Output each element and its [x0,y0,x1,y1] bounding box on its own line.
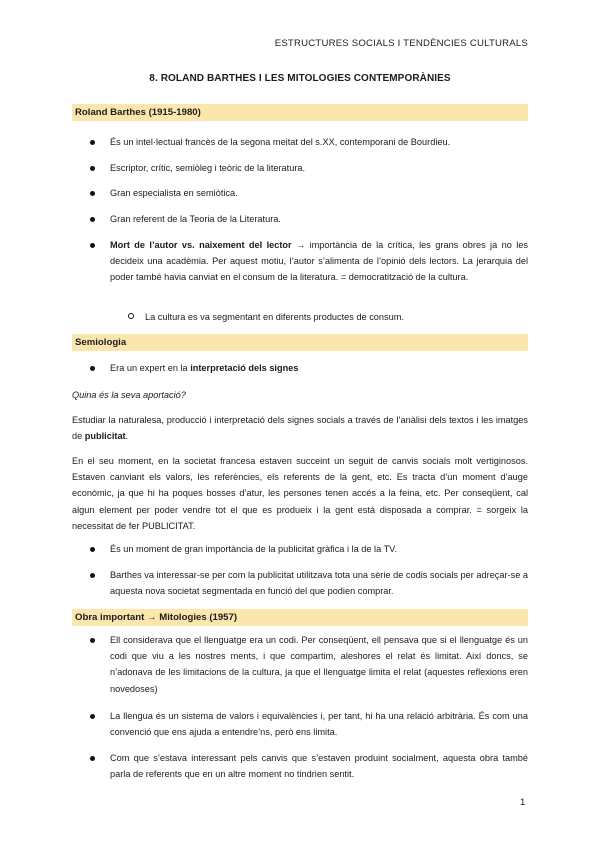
bullet-dot [90,166,95,171]
bullet-dot [90,140,95,145]
list-item: La llengua és un sistema de valors i equivalències i, per tant, hi ha una relació arbitrària. És com una convenció que ens ajuda a entendre’ns, però ens limita. [110,711,528,738]
sub-list-item: La cultura es va segmentant en diferents productes de consum. [145,312,404,322]
paragraph-end: . [125,431,129,442]
bullet-dot [90,638,95,643]
bullet-dot [90,756,95,761]
bold-term: Mort de l’autor vs. naixement del lector [110,240,292,250]
list-item: Ell considerava que el llenguatge era un codi. Per conseqüent, ell pensava que si el llenguatge és un codi que viu a les nostres ments, i que compartim, aleshores el relat és limitat. Així doncs, se n’adonava de les limitacions de la cultura, ja que el llenguatge limita el relat (aquestes reflexions eren novedoses) [110,635,528,694]
page-number: 1 [520,797,526,808]
bold-term: interpretació dels signes [190,363,299,373]
list-item: És un intel·lectual francès de la segona meitat del s.XX, contemporani de Bourdieu. [110,137,451,147]
section-heading-roland-barthes: Roland Barthes (1915-1980) [72,104,528,121]
running-header: ESTRUCTURES SOCIALS I TENDÈNCIES CULTURALS [274,38,528,49]
section-heading-mitologies: Obra important → Mitologies (1957) [72,609,528,626]
bullet-dot [90,191,95,196]
paragraph-text: Estudiar la naturalesa, producció i interpretació dels signes socials a través de l’anàlisi dels textos i les imatges de [72,415,528,442]
bullet-dot [90,573,95,578]
bold-term: publicitat [84,431,126,442]
paragraph: En el seu moment, en la societat francesa estaven succeint un seguit de canvis socials molt vertiginosos. Estaven canviant els valors, les referències, els referents de la gent, etc. Es tracta d’un moment d’auge econòmic, ja que hi ha poques bosses d’atur, les persones tenen accés a la feina, etc. Per conseqüent, cal algun element per poder vendre tot el que es produeix i la gent està disposada a comprar. = sorgeix la necessitat de fer PUBLICITAT. [72,456,528,531]
list-item: Barthes va interessar-se per com la publicitat utilitzava tota una sèrie de codis socials per adreçar-se a aquesta nova societat segmentada en funció del que podien comprar. [110,570,528,597]
list-item: Escriptor, crític, semiòleg i teòric de la literatura. [110,163,306,173]
list-item: Gran referent de la Teoria de la Literatura. [110,214,281,224]
list-item: Gran especialista en semiòtica. [110,188,238,198]
bullet-dot [90,366,95,371]
list-item: Com que s’estava interessant pels canvis que s’estaven produint socialment, aquesta obra també parla de referents que en un altre moment no tindrien sentit. [110,753,528,780]
list-item: És un moment de gran importància de la publicitat gràfica i la de la TV. [110,544,398,554]
page-title: 8. ROLAND BARTHES I LES MITOLOGIES CONTEMPORÀNIES [149,73,451,84]
bullet-text: → importància de la crítica, les grans obres ja no les decideix una acadèmia. Per aquest motiu, l’autor s’alimenta de l’opinió dels lectors. La jerarquia del poder també havia canviat en el consum de la literatura. = democratització de la cultura. [110,240,528,283]
list-item [110,237,528,286]
bullet-dot [90,243,95,248]
bullet-dot [90,217,95,222]
paragraph [72,412,528,444]
bullet-dot [90,714,95,719]
bullet-dot [90,547,95,552]
section-heading-semiologia: Semiologia [72,334,528,351]
sub-bullet-circle [128,313,134,319]
list-item [110,360,528,376]
bullet-text: Era un expert en la [110,363,191,373]
question-line: Quina és la seva aportació? [72,390,186,400]
